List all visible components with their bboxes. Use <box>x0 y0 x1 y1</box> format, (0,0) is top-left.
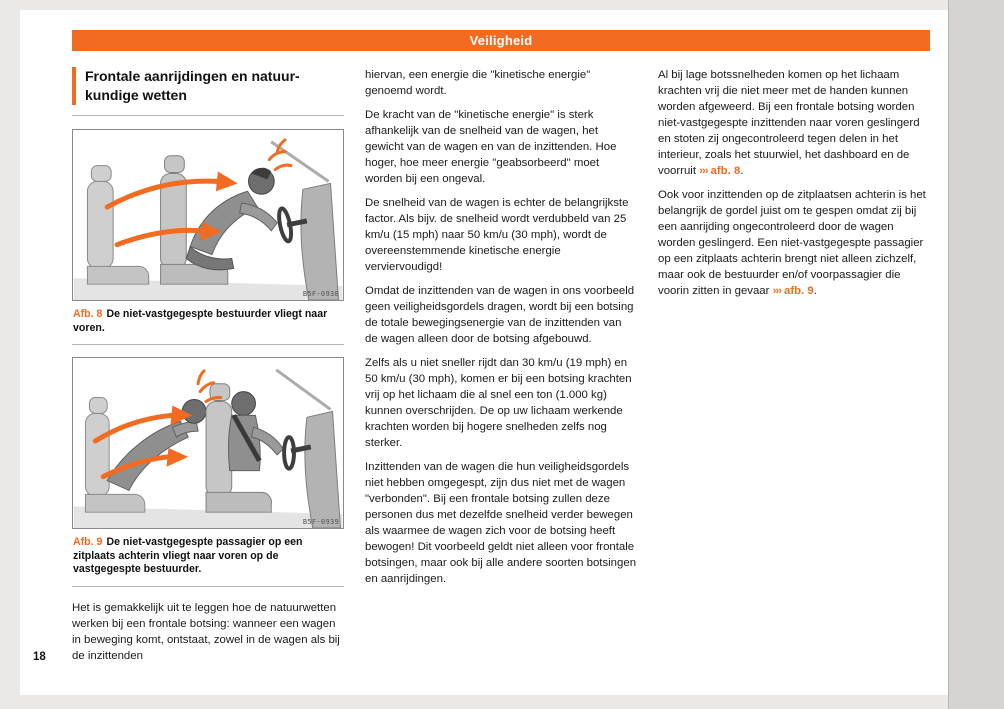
car-crash-driver-illustration <box>73 130 343 300</box>
paragraph-right-1-text: Al bij lage botssnelheden komen op het lichaam krachten vrij die niet meer met de handen kunnen worden afgeweerd. Bij een frontale botsing worden niet-vastgegespte inzittenden naar voren geslingerd en stoten zij ongecontroleerd tegen delen in het interieur, zoals het stuurwiel, het dashboard en de voorruit <box>658 69 920 177</box>
paragraph-middle-6: Inzittenden van de wagen die hun veiligheidsgordels niet hebben omgegespt, zijn dus niet met de wagen "verbonden". Bij een frontale botsing zullen deze personen dus met dezelfde snelheid verder bewegen als waarmee de wagen zich voor de botsing heeft bewogen! Dit voorbeeld geldt niet alleen voor frontale botsingen, maar ook bij alle andere soorten botsingen en aanrijdingen. <box>365 461 637 585</box>
paragraph-middle-1: hiervan, een energie die "kinetische energie" genoemd wordt. <box>365 69 591 97</box>
paragraph-right-1-suffix: . <box>740 165 744 177</box>
figure-afb8-caption <box>72 301 344 345</box>
manual-page <box>20 10 948 695</box>
figure-afb8-code: B5F-0938 <box>302 290 339 298</box>
paragraph-right-2 <box>658 187 930 299</box>
xref-afb8-link[interactable]: afb. 8 <box>710 165 741 177</box>
figure-afb9 <box>72 357 344 587</box>
xref-arrows-icon: ››› <box>772 285 781 297</box>
paragraph-right-2-suffix: . <box>813 285 817 297</box>
page-content <box>72 67 930 672</box>
paragraph-middle-2: De kracht van de "kinetische energie" is sterk afhankelijk van de snelheid van de wagen, het gewicht van de wagen en van de inzittenden. Hoe hoger, hoe meer energie "geabsorbeerd" moet worden bij een ongeval. <box>365 109 617 185</box>
column-right <box>658 67 930 672</box>
figure-afb8-label: Afb. 8 <box>73 308 103 320</box>
figure-afb8-illustration <box>72 129 344 301</box>
paragraph-left-1: Het is gemakkelijk uit te leggen hoe de natuurwetten werken bij een frontale botsing: wanneer een wagen in beweging komt, ontstaat, zowel in de wagen als bij de inzittenden <box>72 601 340 662</box>
figure-afb9-code: B5F-0939 <box>302 518 339 526</box>
xref-arrows-icon: ››› <box>699 165 708 177</box>
xref-afb9-link[interactable]: afb. 9 <box>784 285 814 297</box>
figure-afb9-caption <box>72 529 344 587</box>
section-heading-block <box>72 67 344 116</box>
figure-afb8 <box>72 129 344 345</box>
column-left <box>72 67 344 672</box>
paragraph-right-2-text: Ook voor inzittenden op de zitplaatsen achterin is het belangrijk de gordel juist om te gespen omdat zij bij een aanrijding ongecontroleerd door de wagen worden geslingerd. Een niet-vastgegespte passagier op een zitplaats achterin brengt niet alleen zichzelf, maar ook de bestuurder en/of voorpassagier die voorin zitten in gevaar <box>658 189 926 297</box>
paragraph-middle-3: De snelheid van de wagen is echter de belangrijkste factor. Als bijv. de snelheid wordt verdubbeld van 25 km/u (15 mph) naar 50 km/u (30 mph), wordt de overeenstemmende kinetische energie verviervoudigd! <box>365 197 629 273</box>
section-heading: Frontale aanrijdingen en natuur-kundige wetten <box>72 67 344 105</box>
chapter-title: Veiligheid <box>469 33 533 48</box>
paragraph-right-1 <box>658 67 930 179</box>
column-middle <box>365 67 637 672</box>
car-crash-rear-passenger-illustration <box>73 358 343 528</box>
paragraph-middle-5: Zelfs als u niet sneller rijdt dan 30 km/u (19 mph) en 50 km/u (30 mph), komen er bij een botsing krachten vrij op het lichaam die al snel een ton (1.000 kg) kunnen overschrijden. De op uw lichaam werkende krachten worden bij hogere snelheden zelfs nog sterker. <box>365 357 632 449</box>
chapter-header-bar <box>72 30 930 51</box>
figure-afb9-caption-text: De niet-vastgegespte passagier op een zitplaats achterin vliegt naar voren op de vastgegespte bestuurder. <box>73 536 303 575</box>
page-number: 18 <box>33 651 46 663</box>
paragraph-middle-4: Omdat de inzittenden van de wagen in ons voorbeeld geen veiligheidsgordels dragen, wordt bij een botsing de totale bewegingsenergie van de inzittenden van de wagen alleen door de botsing afgebouwd. <box>365 285 635 345</box>
figure-afb9-label: Afb. 9 <box>73 536 103 548</box>
page-edge-strip <box>948 0 1004 709</box>
figure-afb9-illustration <box>72 357 344 529</box>
figure-afb8-caption-text: De niet-vastgegespte bestuurder vliegt naar voren. <box>73 308 328 334</box>
